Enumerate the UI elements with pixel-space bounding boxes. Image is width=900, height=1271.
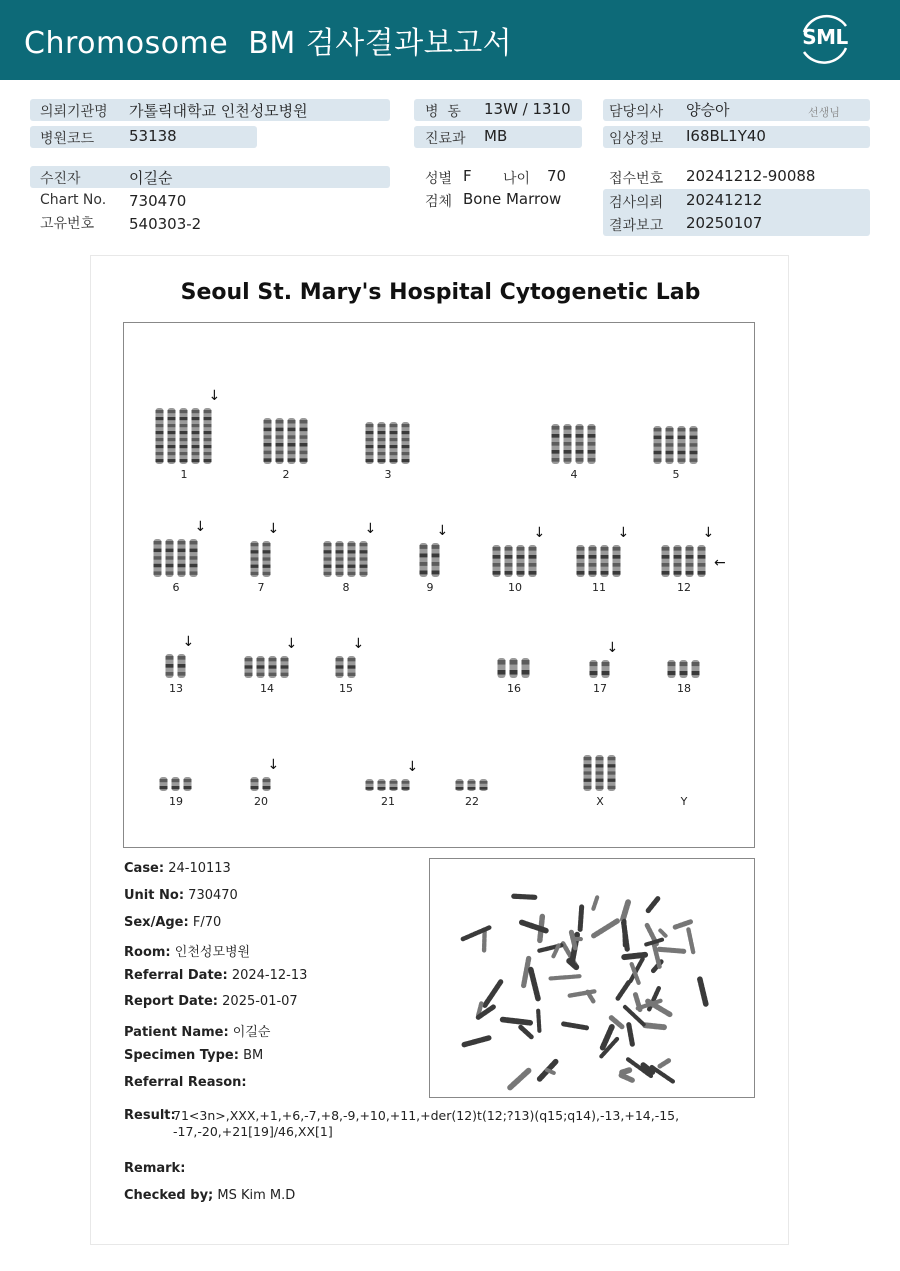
lab-title: Seoul St. Mary's Hospital Cytogenetic Lab [180, 280, 701, 305]
arrow-down-icon: ↓ [702, 525, 715, 541]
checked-line: Checked by; MS Kim M.D [124, 1188, 296, 1203]
referral-reason-line: Referral Reason: [124, 1075, 247, 1090]
metaphase-chromosome [514, 896, 536, 897]
chromosome-6 [154, 519, 207, 594]
chart-value: 730470 [129, 192, 187, 210]
report-title: Chromosome BM 검사결과보고서 [24, 26, 513, 61]
chromosome-label: Y [680, 795, 688, 808]
chromosome-label: 16 [507, 682, 521, 695]
result-label: Result: [124, 1108, 176, 1123]
chromosome-16 [498, 658, 530, 695]
arrow-down-icon: ↓ [182, 634, 195, 650]
metaphase-chromosome [660, 1061, 669, 1067]
chromosome-label: 22 [465, 795, 479, 808]
chromosome-label: 10 [508, 581, 522, 594]
unit-line: Unit No: 730470 [124, 888, 238, 903]
chromosome-5 [654, 426, 698, 481]
referral-org-value: 가톨릭대학교 인천성모병원 [129, 102, 308, 120]
karyogram [123, 322, 755, 848]
patient-name-line: Patient Name: 이길순 [124, 1025, 271, 1040]
chromosome-label: 1 [180, 468, 188, 481]
metaphase-chromosome [624, 921, 625, 945]
remark-line: Remark: [124, 1161, 186, 1176]
metaphase-chromosome [503, 1020, 530, 1023]
chromosome-18 [668, 660, 700, 695]
chromosome-label: 9 [426, 581, 434, 594]
chromosome-label: X [596, 795, 604, 808]
specimen-value: Bone Marrow [463, 190, 562, 208]
metaphase-chromosome [524, 958, 529, 985]
arrow-left-icon: ← [714, 555, 726, 571]
chromosome-3 [366, 422, 410, 481]
metaphase-chromosome [551, 976, 580, 978]
chromosome-X [584, 755, 616, 808]
chart-label: Chart No. [40, 192, 107, 208]
metaphase-chromosome [618, 983, 629, 999]
metaphase-chromosome [521, 1027, 532, 1037]
metaphase-chromosome [652, 1067, 674, 1082]
chromosome-label: 7 [257, 581, 265, 594]
chromosome-label: 19 [169, 795, 183, 808]
doctor-value: 양승아 [686, 101, 730, 119]
logo-text: SML [802, 25, 848, 49]
chromosome-1 [156, 388, 221, 481]
metaphase-chromosome [621, 1075, 632, 1080]
metaphase-image [429, 858, 755, 1098]
report-date-line: Report Date: 2025-01-07 [124, 994, 298, 1009]
chromosome-8 [324, 521, 377, 594]
chromosome-19 [160, 777, 192, 808]
metaphase-chromosome [580, 907, 582, 930]
sex-value: F [463, 167, 472, 185]
patient-value: 이길순 [129, 169, 173, 187]
metaphase-chromosome [485, 982, 501, 1005]
chromosome-label: 18 [677, 682, 691, 695]
metaphase-chromosome [688, 929, 693, 952]
metaphase-chromosome [648, 899, 658, 911]
chromosome-17 [590, 640, 619, 695]
chromosome-label: 5 [672, 468, 680, 481]
chromosome-label: 12 [677, 581, 691, 594]
ward-label: 병 동 [425, 104, 461, 120]
chromosome-label: 11 [592, 581, 606, 594]
arrow-down-icon: ↓ [285, 636, 298, 652]
report-value: 20250107 [686, 214, 763, 232]
hospital-code-value: 53138 [129, 127, 177, 145]
metaphase-chromosome [464, 1038, 489, 1045]
sexage-line: Sex/Age: F/70 [124, 915, 222, 930]
metaphase-chromosome [646, 940, 662, 945]
unique-value: 540303-2 [129, 215, 202, 233]
clinical-value: I68BL1Y40 [686, 127, 766, 145]
metaphase-chromosome [645, 1025, 664, 1027]
metaphase-chromosome [594, 921, 618, 936]
chromosome-22 [456, 779, 488, 808]
arrow-down-icon: ↓ [267, 757, 280, 773]
doctor-suffix: 선생님 [808, 106, 840, 119]
arrow-down-icon: ↓ [606, 640, 619, 656]
lab-report [90, 255, 789, 1245]
metaphase-chromosome [593, 897, 597, 909]
report-label: 결과보고 [609, 218, 664, 234]
metaphase-chromosome [624, 955, 645, 957]
case-line: Case: 24-10113 [124, 861, 231, 876]
chromosome-10 [493, 525, 546, 594]
metaphase-chromosome [621, 1070, 629, 1073]
chromosome-21 [366, 759, 419, 808]
chromosome-4 [552, 424, 596, 481]
chromosome-label: 20 [254, 795, 268, 808]
dept-value: MB [484, 127, 508, 145]
chromosome-14 [245, 636, 298, 695]
request-value: 20241212 [686, 191, 763, 209]
chromosome-7 [251, 521, 280, 594]
hospital-code-label: 병원코드 [40, 131, 95, 147]
patient-label: 수진자 [40, 171, 81, 187]
karyogram-image [124, 323, 754, 847]
metaphase-chromosome [659, 949, 683, 951]
unique-label: 고유번호 [40, 216, 95, 232]
result-text: 71<3n>,XXX,+1,+6,-7,+8,-9,+10,+11,+der(12)t(12;?13)(q15;q14),-13,+14,-15, -17,-20,+21[19]/46,XX[1] [173, 1108, 680, 1139]
chromosome-2 [264, 418, 308, 481]
chromosome-label: 17 [593, 682, 607, 695]
dept-label: 진료과 [425, 131, 466, 147]
specimen-label: 검체 [425, 194, 453, 210]
arrow-down-icon: ↓ [533, 525, 546, 541]
header-banner [0, 0, 900, 80]
metaphase-spread [430, 859, 755, 1098]
chromosome-Y [680, 795, 688, 808]
metaphase-chromosome [629, 1025, 633, 1044]
request-label: 검사의뢰 [609, 195, 664, 211]
doctor-label: 담당의사 [609, 104, 664, 120]
chromosome-15 [336, 636, 365, 695]
arrow-down-icon: ↓ [364, 521, 377, 537]
arrow-down-icon: ↓ [617, 525, 630, 541]
metaphase-chromosome [660, 930, 666, 936]
receipt-label: 접수번호 [609, 171, 664, 187]
chromosome-label: 3 [384, 468, 392, 481]
metaphase-chromosome [538, 1011, 539, 1031]
referral-date-line: Referral Date: 2024-12-13 [124, 968, 308, 983]
arrow-down-icon: ↓ [208, 388, 221, 404]
chromosome-20 [251, 757, 280, 808]
chromosome-label: 14 [260, 682, 274, 695]
metaphase-chromosome [510, 1071, 529, 1088]
chromosome-label: 2 [282, 468, 290, 481]
receipt-value: 20241212-90088 [686, 167, 816, 185]
chromosome-label: 8 [342, 581, 350, 594]
age-label: 나이 [503, 171, 531, 187]
chromosome-12 [662, 525, 715, 594]
sex-label: 성별 [425, 171, 453, 187]
metaphase-chromosome [675, 922, 690, 927]
ward-value: 13W / 1310 [484, 100, 571, 118]
arrow-down-icon: ↓ [267, 521, 280, 537]
chromosome-9 [420, 523, 449, 594]
metaphase-chromosome [484, 930, 485, 950]
chromosome-11 [577, 525, 630, 594]
arrow-down-icon: ↓ [352, 636, 365, 652]
chromosome-13 [166, 634, 195, 695]
arrow-down-icon: ↓ [194, 519, 207, 535]
room-line: Room: 인천성모병원 [124, 945, 251, 960]
metaphase-chromosome [531, 970, 538, 999]
chromosome-label: 6 [172, 581, 180, 594]
chromosome-label: 15 [339, 682, 353, 695]
arrow-down-icon: ↓ [406, 759, 419, 775]
metaphase-chromosome [623, 902, 628, 919]
chromosome-label: 21 [381, 795, 395, 808]
metaphase-chromosome [700, 979, 706, 1004]
metaphase-chromosome [564, 1024, 587, 1028]
referral-org-label: 의뢰기관명 [40, 104, 108, 120]
arrow-down-icon: ↓ [436, 523, 449, 539]
specimen-type-line: Specimen Type: BM [124, 1048, 264, 1063]
chromosome-label: 13 [169, 682, 183, 695]
clinical-label: 임상정보 [609, 131, 664, 147]
age-value: 70 [547, 167, 567, 185]
chromosome-label: 4 [570, 468, 578, 481]
